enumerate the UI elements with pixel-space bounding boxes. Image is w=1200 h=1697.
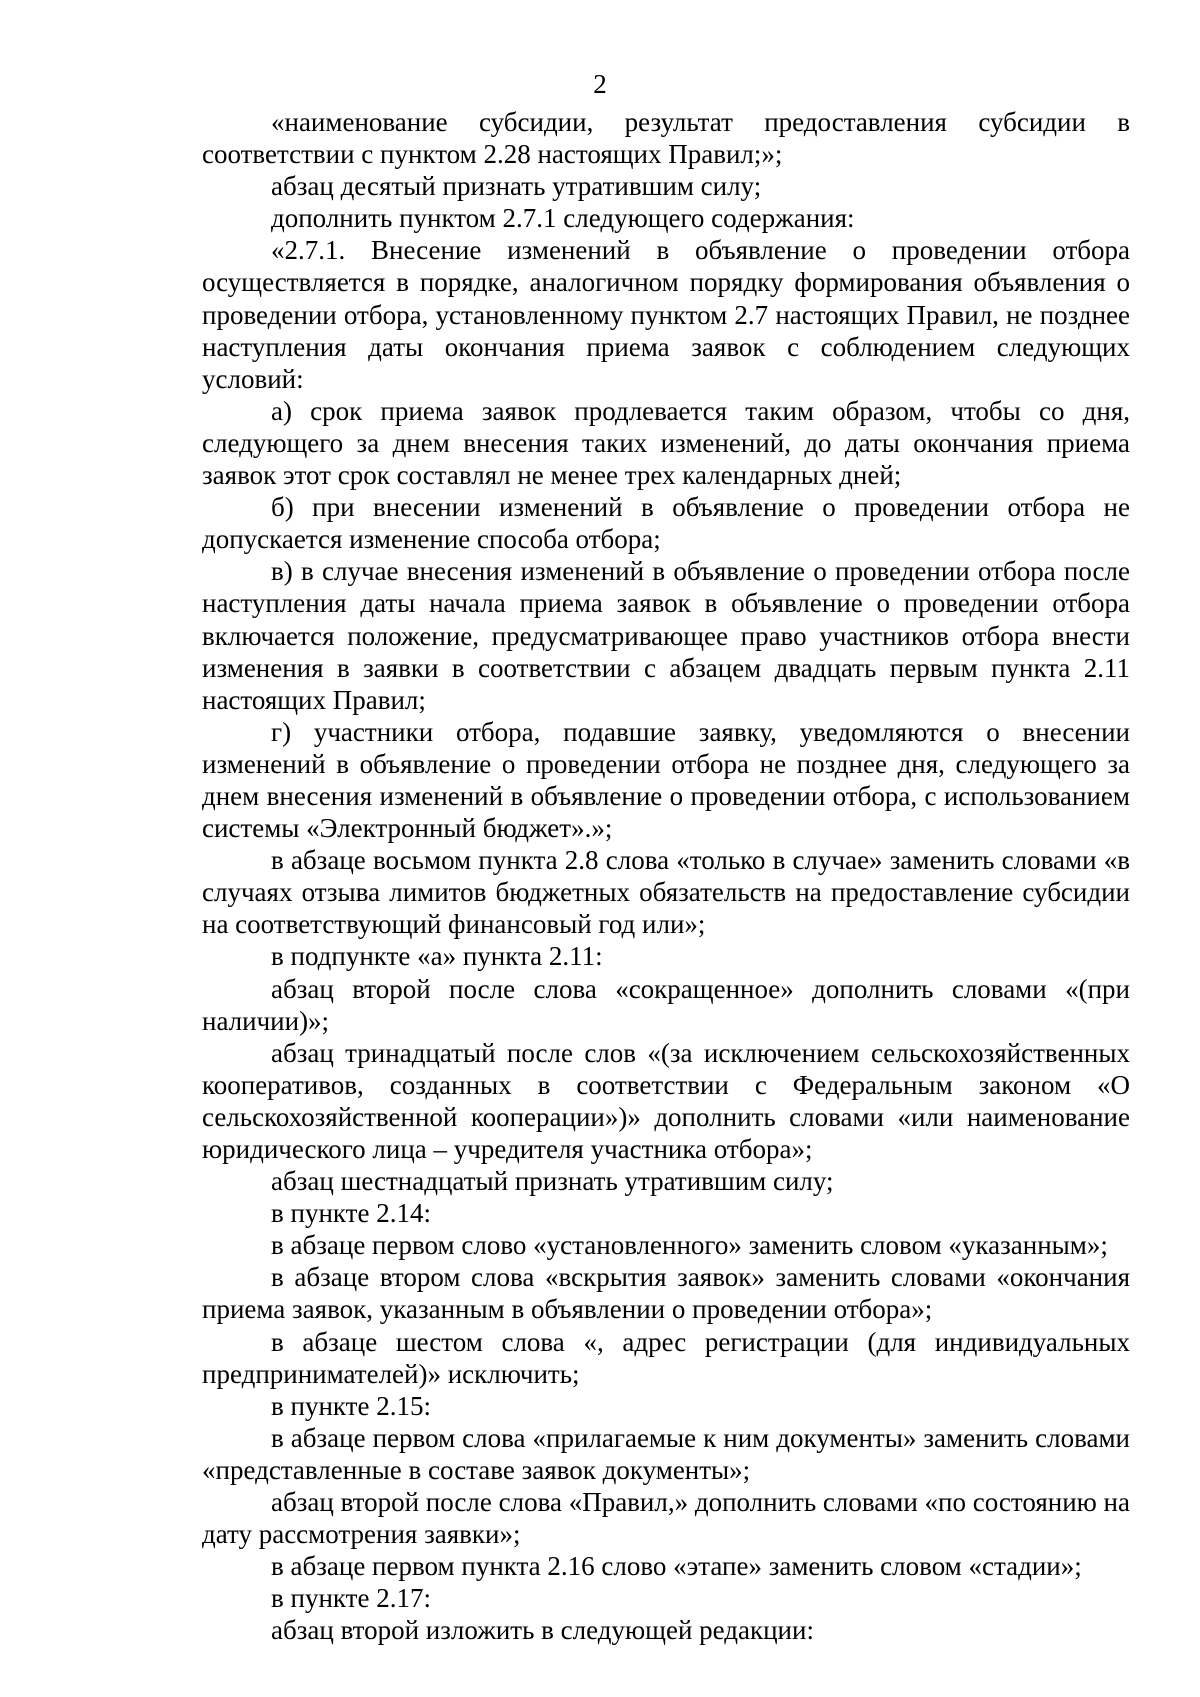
paragraph: абзац второй изложить в следующей редакции: [271, 1615, 814, 1646]
paragraph: а) срок приема заявок продлевается таким образом, чтобы со дня, следующего за днем внесения таких изменений, до даты окончания приема заявок этот срок составлял не менее трех календарных дней; [202, 395, 1130, 491]
paragraph: в) в случае внесения изменений в объявление о проведении отбора после наступления даты начала приема заявок в объявление о проведении отбора включается положение, предусматривающее право участников отбора внести изменения в заявки в соответствии с абзацем двадцать первым пункта 2.11 настоящих Правил; [202, 556, 1130, 715]
paragraph: абзац тринадцатый после слов «(за исключением сельскохозяйственных кооперативов, созданных в соответствии с Федеральным законом «О сельскохозяйственной кооперации»)» дополнить словами «или наименование юридического лица – учредителя участника отбора»; [202, 1037, 1130, 1164]
paragraph: абзац второй после слова «Правил,» дополнить словами «по состоянию на дату рассмотрения заявки»; [202, 1487, 1130, 1550]
paragraph: в абзаце первом пункта 2.16 слово «этапе» заменить словом «стадии»; [271, 1551, 1082, 1582]
paragraph: дополнить пунктом 2.7.1 следующего содержания: [271, 203, 855, 234]
paragraph: в абзаце шестом слова «, адрес регистрации (для индивидуальных предпринимателей)» исключить; [202, 1326, 1130, 1389]
paragraph: в подпункте «а» пункта 2.11: [271, 941, 603, 972]
paragraph: в пункте 2.17: [271, 1583, 431, 1614]
paragraph: б) при внесении изменений в объявление о проведении отбора не допускается изменение способа отбора; [202, 492, 1130, 555]
paragraph: в абзаце первом слова «прилагаемые к ним документы» заменить словами «представленные в составе заявок документы»; [202, 1422, 1130, 1485]
page-number: 2 [593, 69, 607, 99]
paragraph: абзац десятый признать утратившим силу; [271, 171, 762, 202]
paragraph: в абзаце втором слова «вскрытия заявок» заменить словами «окончания приема заявок, указанным в объявлении о проведении отбора»; [202, 1262, 1130, 1325]
paragraph: в абзаце восьмом пункта 2.8 слова «только в случае» заменить словами «в случаях отзыва лимитов бюджетных обязательств на предоставление субсидии на соответствующий финансовый год или»; [202, 845, 1130, 940]
paragraph: абзац шестнадцатый признать утратившим силу; [271, 1166, 834, 1197]
document-body [202, 106, 1130, 1647]
paragraph: «наименование субсидии, результат предоставления субсидии в соответствии с пунктом 2.28 настоящих Правил;»; [202, 107, 1130, 170]
paragraph: г) участники отбора, подавшие заявку, уведомляются о внесении изменений в объявление о проведении отбора не позднее дня, следующего за днем внесения изменений в объявление о проведении отбора, с использованием системы «Электронный бюджет».»; [202, 716, 1130, 844]
paragraph: в пункте 2.15: [271, 1390, 431, 1421]
paragraph: «2.7.1. Внесение изменений в объявление о проведении отбора осуществляется в порядке, аналогичном порядку формирования объявления о проведении отбора, установленному пунктом 2.7 настоящих Правил, не позднее наступления даты окончания приема заявок с соблюдением следующих условий: [202, 235, 1130, 394]
paragraph: в абзаце первом слово «установленного» заменить словом «указанным»; [271, 1230, 1108, 1261]
paragraph: абзац второй после слова «сокращенное» дополнить словами «(при наличии)»; [202, 973, 1130, 1036]
paragraph: в пункте 2.14: [271, 1198, 431, 1229]
